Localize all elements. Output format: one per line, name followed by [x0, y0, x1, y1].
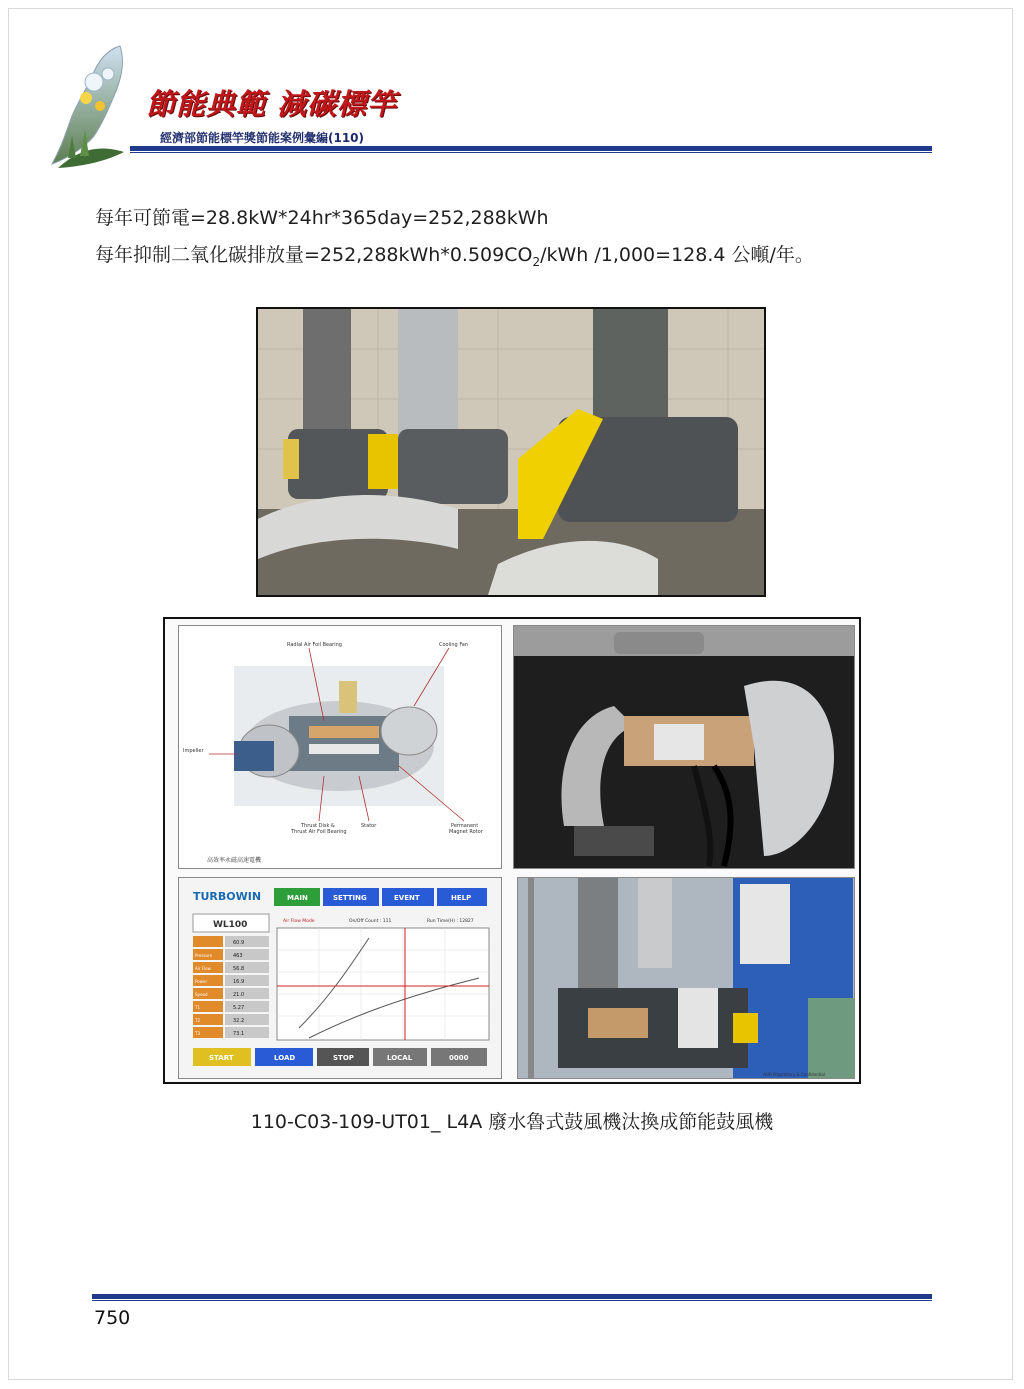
- hmi-screen: [179, 878, 501, 1078]
- copyright-note: AUO Proprietary & Confidential: [763, 1072, 825, 1077]
- param-5-value: 5.27: [233, 1005, 245, 1011]
- installed-blower-photo: [517, 877, 855, 1079]
- param-3-name: Power: [195, 979, 208, 984]
- param-2-name: Air Flow: [195, 966, 211, 971]
- brand-subtitle: 經濟部節能標竿獎節能案例彙編(110): [160, 131, 365, 145]
- param-4-value: 21.0: [233, 992, 245, 998]
- hmi-tab-main-label: MAIN: [287, 894, 308, 902]
- header-divider-thin: [130, 152, 932, 153]
- hmi-runtime: Run Time(H) : 12827: [427, 919, 474, 924]
- hmi-local-label: LOCAL: [387, 1054, 413, 1062]
- page-number: 750: [94, 1307, 131, 1329]
- co2-line-suffix: /kWh /1,000=128.4 公噸/年。: [540, 244, 814, 266]
- label-radial-bearing: Radial Air Foil Bearing: [287, 642, 342, 648]
- param-7-value: 73.1: [233, 1031, 245, 1037]
- hmi-tab-help-label: HELP: [451, 894, 472, 902]
- brand-title: 節能典範 減碳標竿: [146, 87, 398, 121]
- hmi-mode: Air Flow Mode: [283, 919, 315, 924]
- hmi-tab-event-label: EVENT: [394, 894, 420, 902]
- param-1-name: Pressure: [195, 953, 213, 958]
- param-3-value: 16.9: [233, 979, 245, 985]
- param-5-name: T1: [195, 1005, 200, 1010]
- footer-divider-thin: [92, 1300, 932, 1301]
- hmi-stop-label: STOP: [333, 1054, 354, 1062]
- param-7-name: T3: [195, 1031, 200, 1036]
- label-thrust-disk: Thrust Disk &: [301, 823, 335, 829]
- param-6-value: 32.2: [233, 1018, 245, 1024]
- motor-cutaway-diagram: [179, 626, 501, 868]
- param-0-value: 60.9: [233, 940, 245, 946]
- hmi-start-label: START: [209, 1054, 234, 1062]
- hmi-screen-photo: [178, 877, 502, 1079]
- footer-divider: [92, 1294, 932, 1299]
- motor-photo-illustration: [514, 626, 854, 868]
- roots-blower-illustration: [258, 309, 764, 595]
- co2-reduction-line: [95, 240, 814, 269]
- hmi-model: WL100: [213, 920, 248, 930]
- param-2-value: 56.8: [233, 966, 245, 972]
- hmi-performance-plot: [277, 928, 489, 1040]
- header-divider: [130, 146, 932, 151]
- co2-line-prefix: 每年抑制二氧化碳排放量=252,288kWh*0.509CO: [95, 244, 533, 266]
- hmi-brand: TURBOWIN: [193, 890, 262, 903]
- label-magnet-rotor: Magnet Rotor: [449, 829, 483, 835]
- label-stator: Stator: [361, 823, 377, 829]
- installed-motor-photo: [513, 625, 855, 869]
- param-6-name: T2: [195, 1018, 200, 1023]
- param-1-value: 463: [233, 953, 243, 959]
- blower-installation-illustration: [518, 878, 854, 1078]
- energy-saving-line: 每年可節電=28.8kW*24hr*365day=252,288kWh: [95, 207, 549, 229]
- label-impeller: Impeller: [183, 748, 204, 754]
- hmi-onoff: On/Off Count : 111: [349, 919, 392, 924]
- hmi-load-label: LOAD: [274, 1054, 296, 1062]
- figure-caption: 110-C03-109-UT01_ L4A 廢水魯式鼓風機汰換成節能鼓風機: [250, 1111, 774, 1133]
- hmi-tab-setting-label: SETTING: [333, 894, 367, 902]
- blower-image-grid: [163, 617, 861, 1084]
- co2-subscript: 2: [532, 254, 541, 269]
- param-4-name: Speed: [195, 992, 208, 997]
- label-thrust-bearing: Thrust Air Foil Bearing: [291, 829, 347, 835]
- label-cooling-fan: Cooling Fan: [439, 642, 468, 648]
- hmi-code-label: 0000: [449, 1054, 469, 1062]
- label-permanent: Permanent: [451, 823, 479, 829]
- diagram-caption: 高效率永磁高速電機: [207, 857, 262, 864]
- roots-blower-photo: [256, 307, 766, 597]
- motor-cutaway-panel: [178, 625, 502, 869]
